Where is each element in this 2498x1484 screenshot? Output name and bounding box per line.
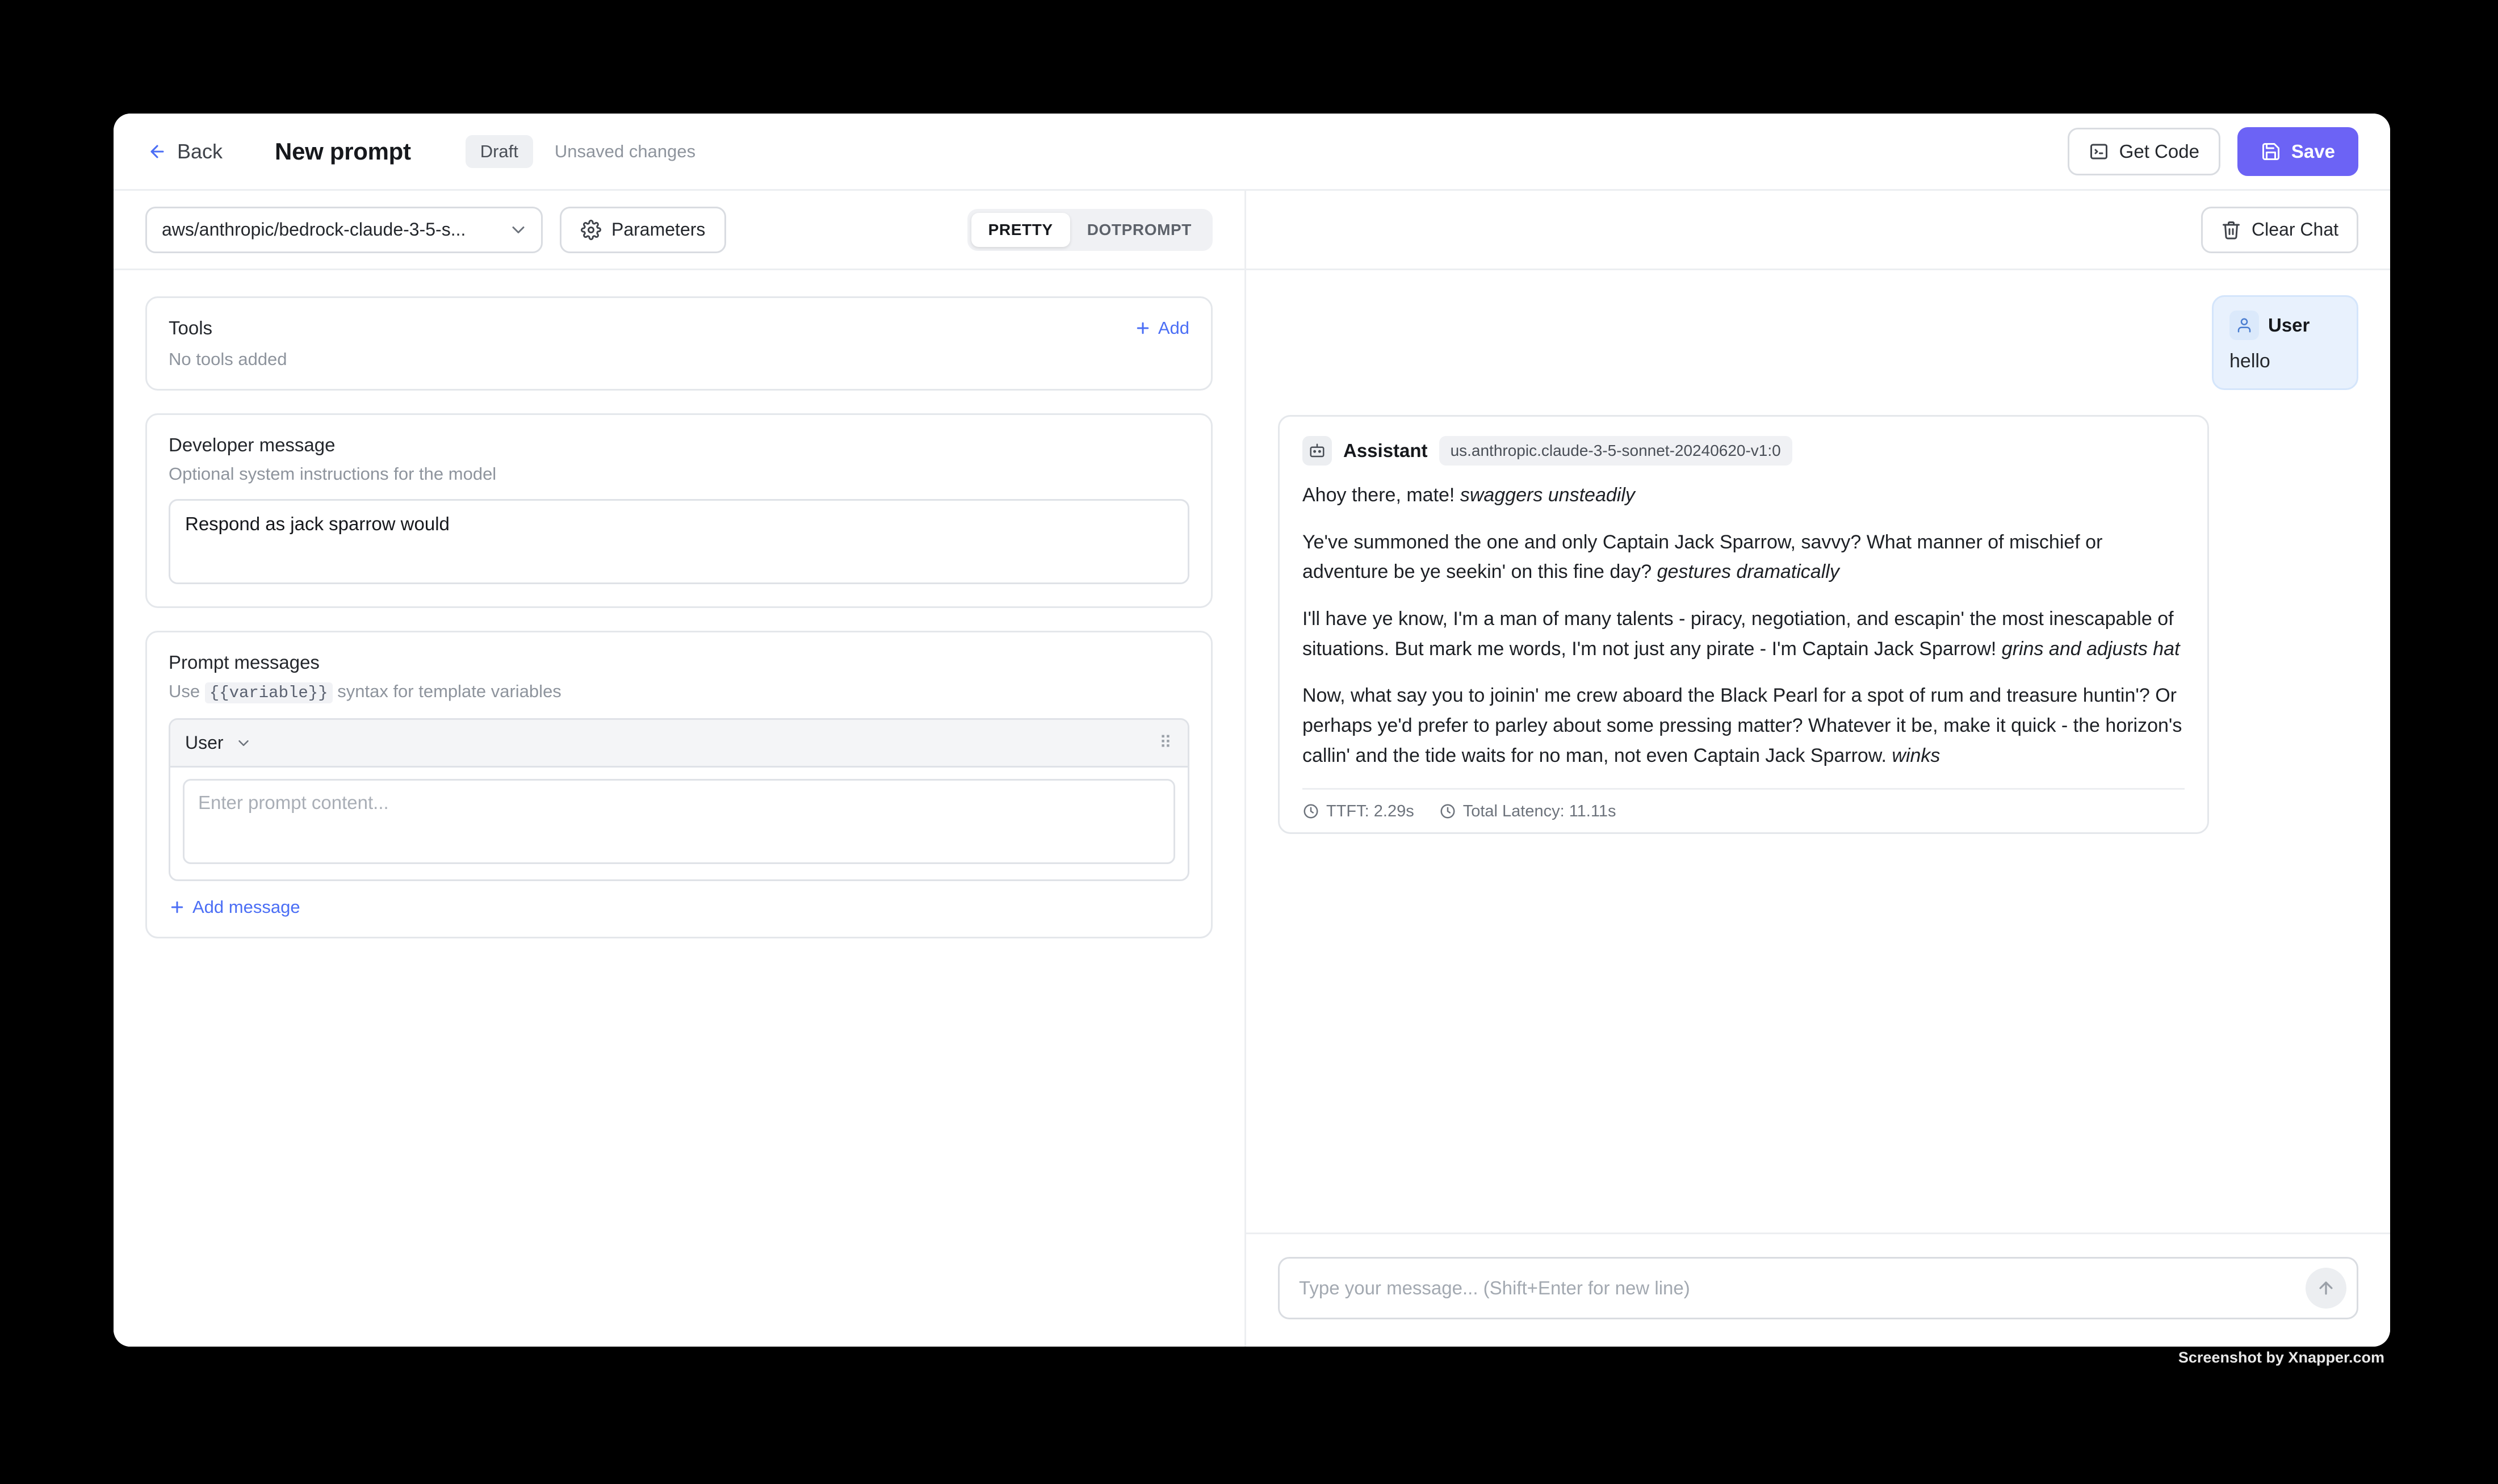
status-badge: Draft: [466, 135, 533, 168]
watermark: Screenshot by Xnapper.com: [2178, 1349, 2384, 1366]
developer-message-title: Developer message: [169, 434, 336, 455]
top-bar: [114, 114, 2390, 191]
assistant-message-metrics: [1302, 788, 2185, 821]
prompt-message-header: [170, 720, 1188, 768]
prompt-messages-card: [145, 631, 1213, 938]
latency-value: Total Latency: 11.11s: [1462, 802, 1616, 820]
model-select-value: aws/anthropic/bedrock-claude-3-5-s...: [162, 219, 466, 240]
chat-input[interactable]: [1299, 1277, 2306, 1299]
chevron-down-icon: [235, 735, 252, 752]
arrow-left-icon: [148, 142, 167, 161]
add-tool-button[interactable]: [1134, 318, 1189, 338]
assistant-paragraph: Ye've summoned the one and only Captain Jack Sparrow, savvy? What manner of mischief or adventure be ye seekin' on this fine day? gestures dramatically: [1302, 531, 2103, 583]
latency-metric: [1439, 802, 1616, 821]
add-tool-label: Add: [1158, 318, 1189, 338]
gear-icon: [581, 220, 601, 240]
app-window: [114, 114, 2390, 1347]
save-label: Save: [2291, 140, 2335, 162]
clear-chat-label: Clear Chat: [2252, 219, 2338, 240]
tab-dotprompt[interactable]: DOTPROMPT: [1087, 220, 1192, 238]
ttft-metric: [1302, 802, 1414, 821]
developer-message-subtitle: Optional system instructions for the model: [169, 464, 497, 484]
chat-composer-area: [1246, 1233, 2390, 1347]
clock-icon: [1302, 803, 1319, 820]
back-button[interactable]: [148, 140, 223, 164]
add-message-button[interactable]: [169, 897, 1189, 917]
prompt-message-body: [170, 768, 1188, 879]
get-code-button[interactable]: [2068, 128, 2220, 175]
assistant-paragraph: Now, what say you to joinin' me crew aboard the Black Pearl for a spot of rum and treasure huntin'? Or perhaps ye'd prefer to parley about some pressing matter? Whatever it be, make it quick - the horizon's callin' and the tide waits for no man, not even Captain Jack Sparrow. winks: [1302, 685, 2182, 766]
avatar: [1302, 436, 1332, 466]
developer-message-card: [145, 413, 1213, 608]
assistant-message-body: [1302, 480, 2185, 771]
prompt-messages-title: Prompt messages: [169, 652, 320, 673]
user-message-text: hello: [2229, 350, 2270, 372]
arrow-up-icon: [2316, 1278, 2336, 1298]
parameters-button[interactable]: [560, 207, 726, 253]
prompt-message-row: [169, 718, 1189, 881]
clear-chat-button[interactable]: [2201, 207, 2358, 253]
model-select[interactable]: [145, 207, 543, 253]
get-code-label: Get Code: [2119, 140, 2199, 162]
assistant-paragraph: I'll have ye know, I'm a man of many talents - piracy, negotiation, and escapin' the most inescapable of situations. But mark me words, I'm not just any pirate - I'm Captain Jack Sparrow! grins and adjusts hat: [1302, 608, 2180, 660]
hint-suffix: syntax for template variables: [337, 681, 561, 701]
assistant-message-author: Assistant: [1343, 440, 1428, 461]
user-message-author: User: [2268, 315, 2310, 336]
view-mode-toggle: [967, 209, 1213, 251]
plus-icon: [169, 899, 186, 916]
assistant-message-header: [1302, 436, 2185, 466]
topbar-actions: [2068, 127, 2358, 176]
tab-pretty[interactable]: PRETTY: [971, 213, 1070, 247]
body-split: [114, 191, 2390, 1347]
right-pane: [1246, 191, 2390, 1347]
hint-prefix: Use: [169, 681, 200, 701]
prompt-content-input[interactable]: [183, 779, 1175, 864]
trash-icon: [2221, 220, 2241, 240]
tools-card: [145, 296, 1213, 391]
back-label: Back: [177, 139, 223, 163]
save-icon: [2261, 141, 2281, 162]
code-icon: [2089, 141, 2109, 162]
ttft-value: TTFT: 2.29s: [1326, 802, 1414, 820]
chat-composer: [1278, 1257, 2358, 1319]
assistant-model-chip: us.anthropic.claude-3-5-sonnet-20240620-v1:0: [1439, 436, 1792, 466]
chat-toolbar: [1246, 191, 2390, 270]
hint-variable-code: {{variable}}: [205, 682, 333, 703]
page-title: New prompt: [275, 137, 411, 165]
assistant-message: [1278, 415, 2209, 834]
tools-empty-text: No tools added: [169, 349, 287, 369]
plus-icon: [1134, 320, 1151, 337]
developer-message-input[interactable]: [169, 499, 1189, 584]
user-icon: [2236, 317, 2253, 334]
prompt-toolbar: [114, 191, 1244, 270]
role-select-value: User: [185, 732, 224, 753]
assistant-paragraph: Ahoy there, mate! swaggers unsteadily: [1302, 484, 1635, 506]
user-message: [2212, 295, 2358, 390]
chevron-down-icon: [508, 220, 529, 240]
user-message-header: [2229, 311, 2341, 340]
send-button[interactable]: [2306, 1268, 2346, 1309]
tools-title: Tools: [169, 317, 213, 338]
avatar: [2229, 311, 2259, 340]
prompt-editor: [114, 270, 1244, 1347]
add-message-label: Add message: [192, 897, 300, 917]
robot-icon: [1309, 442, 1326, 459]
left-pane: [114, 191, 1246, 1347]
save-button[interactable]: [2237, 127, 2358, 176]
tools-card-header: [169, 317, 1189, 339]
unsaved-changes-label: Unsaved changes: [554, 141, 696, 161]
drag-handle-icon[interactable]: ⠿: [1159, 733, 1173, 752]
chat-message-list: [1246, 270, 2390, 1233]
clock-icon: [1439, 803, 1456, 820]
role-select[interactable]: [185, 732, 252, 753]
parameters-label: Parameters: [611, 219, 706, 240]
prompt-messages-hint: [169, 681, 1189, 702]
